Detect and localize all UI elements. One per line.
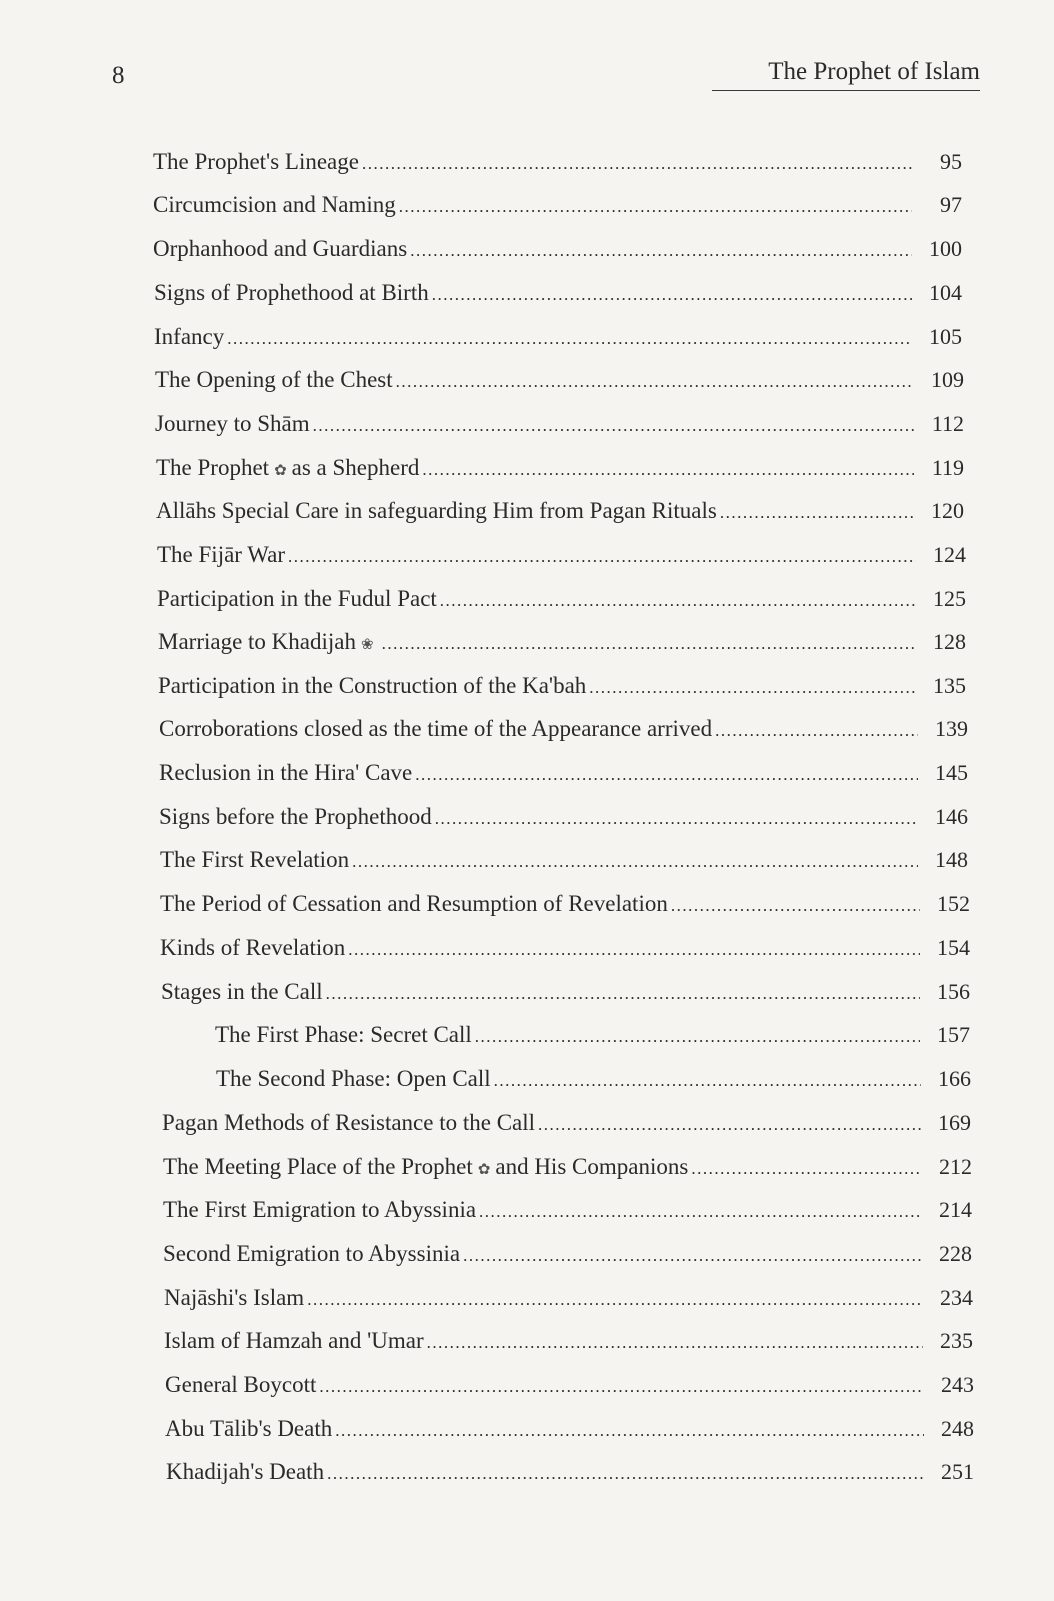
salutation-icon: ❀ <box>360 635 374 653</box>
toc-entry-title-text: Pagan Methods of Resistance to the Call <box>162 1110 536 1135</box>
toc-entry <box>155 363 964 397</box>
toc-entry-title <box>157 538 285 572</box>
toc-entry-title-text: Corroborations closed as the time of the Appearance arrived <box>159 716 713 741</box>
toc-entry-page-number: 166 <box>938 1066 971 1091</box>
toc-entry-title-text: Reclusion in the Hira' Cave <box>159 760 413 785</box>
toc-entry <box>158 625 966 659</box>
dot-leader <box>399 190 912 224</box>
dot-leader <box>362 147 912 181</box>
running-head: The Prophet of Islam <box>712 58 980 91</box>
toc-entry-title-text: Infancy <box>154 324 225 349</box>
dot-leader <box>671 889 920 923</box>
toc-entry-page-number: 234 <box>940 1285 973 1310</box>
toc-entry-page-number: 228 <box>939 1241 972 1266</box>
toc-entry-title-text-continued: as a Shepherd <box>291 455 420 480</box>
toc-entry <box>153 145 962 179</box>
toc-entry-title-text: Allāhs Special Care in safeguarding Him from Pagan Rituals <box>156 498 717 523</box>
dot-leader <box>227 322 912 356</box>
toc-entry-title-text: Participation in the Fudul Pact <box>157 586 437 611</box>
toc-entry <box>157 582 966 616</box>
toc-entry-page-number: 128 <box>933 629 966 654</box>
toc-entry-title-text: The First Phase: Secret Call <box>215 1022 472 1047</box>
toc-entry-title <box>162 1106 535 1140</box>
toc-entry-title-text: Khadijah's Death <box>166 1459 325 1484</box>
toc-entry-title-text: The Prophet <box>156 455 270 480</box>
toc-entry-title <box>165 1368 316 1402</box>
toc-entry-page-number: 119 <box>931 455 964 480</box>
toc-entry-page-number: 105 <box>929 324 962 349</box>
toc-entry-page-number: 124 <box>933 542 966 567</box>
toc-entry-page-number: 139 <box>935 716 968 741</box>
toc-entry-page-number: 120 <box>931 498 964 523</box>
toc-entry <box>153 188 962 222</box>
toc-entry-page-number: 109 <box>931 367 964 392</box>
toc-entry-title-text: The Second Phase: Open Call <box>216 1066 491 1091</box>
toc-entry-title <box>153 188 396 222</box>
dot-leader <box>538 1108 921 1142</box>
dot-leader <box>440 584 916 618</box>
toc-entry-title <box>166 1455 324 1489</box>
toc-entry-title-text: The First Emigration to Abyssinia <box>163 1197 477 1222</box>
toc-entry-page-number: 145 <box>935 760 968 785</box>
toc-entry-title <box>159 756 412 790</box>
toc-entry-page-number: 152 <box>937 891 970 916</box>
toc-entry <box>157 538 966 572</box>
toc-entry <box>163 1193 972 1227</box>
toc-entry-page-number: 97 <box>940 192 962 217</box>
toc-entry <box>156 451 964 485</box>
toc-entry-title-text: The Opening of the Chest <box>155 367 393 392</box>
toc-entry-title <box>158 625 379 661</box>
toc-entry <box>160 931 970 965</box>
toc-entry-page-number: 148 <box>935 847 968 872</box>
toc-entry-title <box>160 887 668 921</box>
toc-entry <box>159 800 968 834</box>
salutation-icon: ✿ <box>477 1160 491 1178</box>
toc-entry <box>160 843 968 877</box>
toc-entry-title <box>159 800 432 834</box>
toc-entry-title <box>163 1193 476 1227</box>
toc-entry-title <box>154 320 224 354</box>
toc-entry <box>156 494 964 528</box>
toc-entry-page-number: 243 <box>941 1372 974 1397</box>
toc-entry-title-text: Kinds of Revelation <box>160 935 346 960</box>
toc-entry <box>164 1324 973 1358</box>
toc-entry-title-text: Marriage to Khadijah <box>158 629 356 654</box>
toc-entry-page-number: 135 <box>933 673 966 698</box>
toc-entry-page-number: 100 <box>929 236 962 261</box>
page-number: 8 <box>112 62 125 89</box>
dot-leader <box>475 1020 920 1054</box>
toc-entry-title-text: Participation in the Construction of the Ka'bah <box>158 673 587 698</box>
toc-entry-page-number: 154 <box>937 935 970 960</box>
toc-entry-page-number: 156 <box>937 979 970 1004</box>
toc-entry-page-number: 125 <box>933 586 966 611</box>
toc-entry-page-number: 212 <box>939 1154 972 1179</box>
toc-entry-title <box>155 407 310 441</box>
dot-leader <box>494 1064 921 1098</box>
dot-leader <box>691 1152 922 1186</box>
dot-leader <box>435 802 918 836</box>
toc-entry <box>154 276 962 310</box>
dot-leader <box>410 234 912 268</box>
toc-entry-page-number: 214 <box>939 1197 972 1222</box>
toc-entry <box>163 1150 972 1184</box>
toc-entry-title-text: Orphanhood and Guardians <box>153 236 408 261</box>
dot-leader <box>313 409 914 443</box>
toc-entry <box>165 1412 974 1446</box>
toc-entry-title <box>215 1018 472 1052</box>
toc-entry-title <box>155 363 393 397</box>
toc-entry <box>153 232 962 266</box>
toc-entry-title-text: Signs of Prophethood at Birth <box>154 280 429 305</box>
toc-entry-page-number: 235 <box>940 1328 973 1353</box>
toc-entry <box>215 1018 970 1052</box>
toc-entry-title-text: Stages in the Call <box>161 979 323 1004</box>
toc-entry-title <box>156 494 717 528</box>
toc-entry-title <box>154 276 429 310</box>
dot-leader <box>382 627 916 661</box>
toc-entry <box>161 975 970 1009</box>
toc-entry-page-number: 95 <box>940 149 962 174</box>
toc-entry-title <box>158 669 586 703</box>
dot-leader <box>427 1326 923 1360</box>
dot-leader <box>422 453 914 487</box>
toc-entry-title-text: Second Emigration to Abyssinia <box>163 1241 461 1266</box>
dot-leader <box>307 1283 923 1317</box>
dot-leader <box>335 1414 924 1448</box>
toc-entry-title-text-continued: and His Companions <box>495 1154 689 1179</box>
dot-leader <box>479 1195 922 1229</box>
dot-leader <box>319 1370 924 1404</box>
dot-leader <box>715 714 918 748</box>
toc-entry <box>163 1237 972 1271</box>
toc-entry <box>158 669 966 703</box>
dot-leader <box>327 1457 924 1491</box>
salutation-icon: ✿ <box>274 461 287 479</box>
toc-entry-title <box>163 1237 460 1271</box>
toc-entry-title-text: The First Revelation <box>160 847 350 872</box>
dot-leader <box>720 496 914 530</box>
toc-entry-title-text: Islam of Hamzah and 'Umar <box>164 1328 424 1353</box>
toc-entry-title-text: The Fijār War <box>157 542 286 567</box>
toc-entry <box>155 407 964 441</box>
toc-entry-title-text: General Boycott <box>165 1372 317 1397</box>
toc-entry <box>166 1455 974 1489</box>
toc-entry <box>154 320 962 354</box>
toc-entry-title <box>165 1412 332 1446</box>
toc-entry-title <box>157 582 437 616</box>
toc-entry-title-text: Najāshi's Islam <box>164 1285 305 1310</box>
toc-entry-title <box>159 712 712 746</box>
toc-entry-title <box>153 232 407 266</box>
toc-entry-title-text: The Period of Cessation and Resumption of Revelation <box>160 891 668 916</box>
dot-leader <box>396 365 914 399</box>
toc-entry <box>162 1106 971 1140</box>
toc-entry-title-text: Journey to Shām <box>155 411 310 436</box>
toc-entry <box>216 1062 971 1096</box>
toc-entry-page-number: 251 <box>941 1459 974 1484</box>
toc-entry-title <box>163 1150 688 1186</box>
dot-leader <box>348 933 920 967</box>
toc-entry-title <box>216 1062 491 1096</box>
toc-entry <box>159 712 968 746</box>
toc-entry <box>160 887 970 921</box>
toc-entry-title <box>160 931 345 965</box>
toc-entry-title-text: Signs before the Prophethood <box>159 804 432 829</box>
toc-entry-page-number: 248 <box>941 1416 974 1441</box>
toc-entry-title-text: Circumcision and Naming <box>153 192 396 217</box>
toc-entry <box>165 1368 974 1402</box>
toc-entry-title <box>161 975 323 1009</box>
toc-entry-title <box>156 451 419 487</box>
dot-leader <box>326 977 920 1011</box>
toc-entry-title-text: The Meeting Place of the Prophet <box>163 1154 473 1179</box>
toc-entry-page-number: 104 <box>929 280 962 305</box>
toc-entry-title <box>153 145 359 179</box>
toc-entry-page-number: 169 <box>938 1110 971 1135</box>
toc-entry <box>159 756 968 790</box>
toc-entry-title <box>160 843 349 877</box>
dot-leader <box>589 671 916 705</box>
toc-entry-page-number: 146 <box>935 804 968 829</box>
toc-entry <box>164 1281 973 1315</box>
toc-entry-title-text: Abu Tālib's Death <box>165 1416 333 1441</box>
dot-leader <box>463 1239 922 1273</box>
dot-leader <box>415 758 918 792</box>
dot-leader <box>432 278 912 312</box>
toc-entry-title-text: The Prophet's Lineage <box>153 149 359 174</box>
toc-entry-title <box>164 1324 424 1358</box>
dot-leader <box>352 845 918 879</box>
toc-entry-page-number: 112 <box>931 411 964 436</box>
dot-leader <box>288 540 916 574</box>
toc-entry-title <box>164 1281 304 1315</box>
toc-entry-page-number: 157 <box>937 1022 970 1047</box>
